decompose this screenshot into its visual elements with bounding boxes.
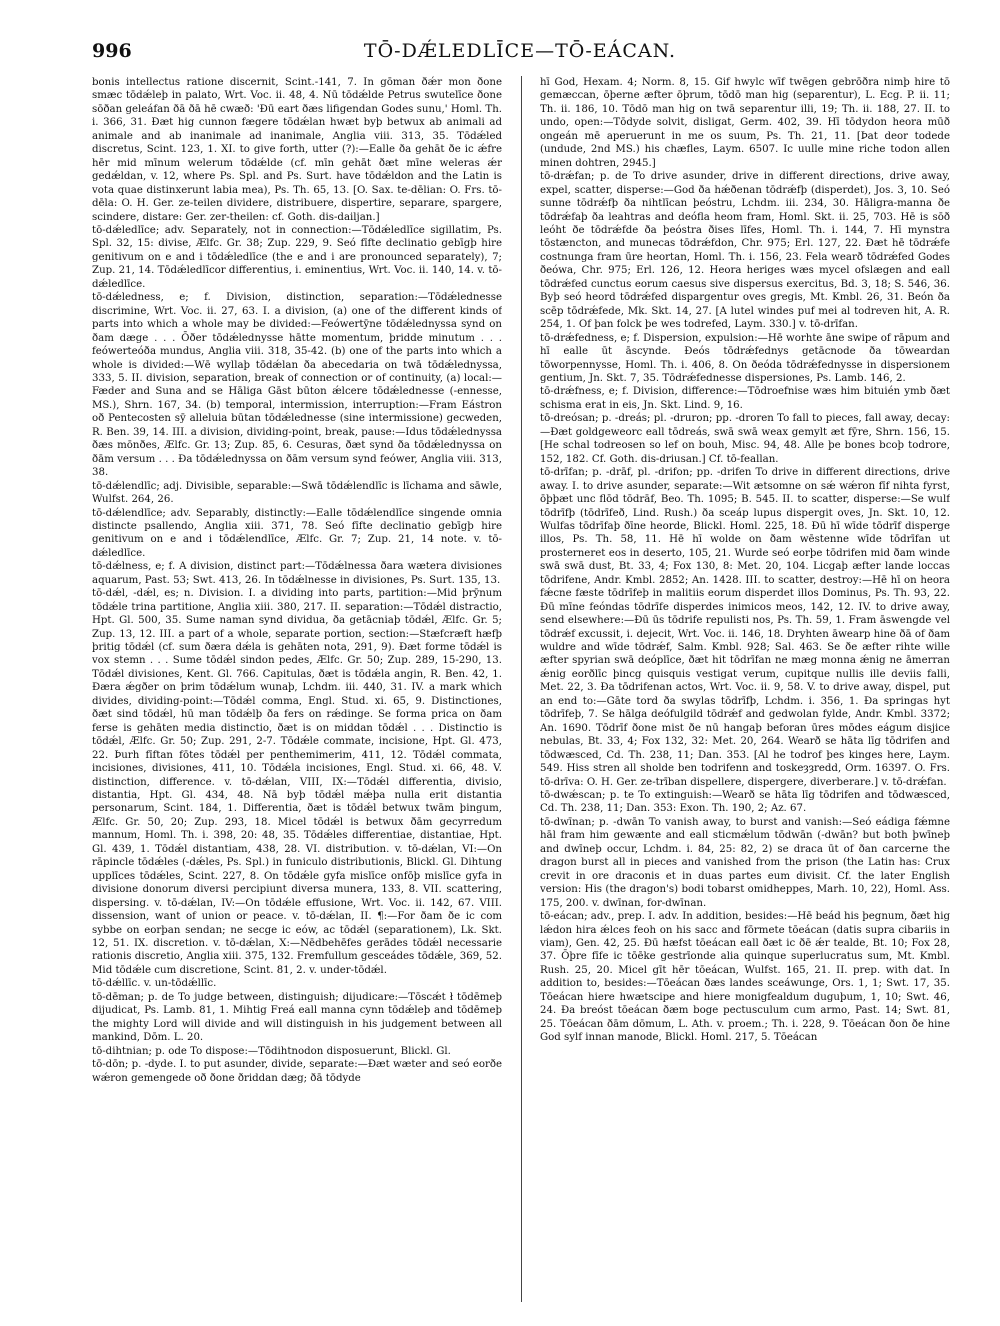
left-entry-4: tō-dǽlendlīc; adj. Divisible, separable:—Swā tōdǽlendlīc is līchama and sāwle, Wulfst. 264, 26. (92, 480, 502, 506)
right-entry-3: tō-drǽfedness, e; f. Dispersion, expulsion:—Hē worhte āne swipe of rāpum and hī ealle ūt āscynde. Ðeós tōdrǽfednys getācnode ða tōweardan tōworpennysse, Homl. Th. i. 406, 8. On ðeóda tōdrǽfednysse in dispersionem gentium, Jn. Skt. 7, 35. Tōdrǽfednesse dispersiones, Ps. Lamb. 146, 2. (540, 332, 950, 384)
right-entry-5: tō-dreósan; p. -dreás; pl. -druron; pp. -droren To fall to pieces, fall away, decay:—Ðæt goldgeweorc eall tōdreás, swā swā weax gemylt æt fȳre, Shrn. 156, 15. [He schal todreosen so lef on bouh, Misc. 94, 48. Alle þe bones bcoþ todrore, 152, 182. Cf. Goth. dis-driusan.] Cf. tō-feallan. (540, 413, 950, 465)
left-entry-6: tō-dǽlness, e; f. A division, distinct part:—Tōdǽlnessa ðara wætera divisiones aquarum, Past. 53; Swt. 413, 26. In tōdǽlnesse in divisiones, Ps. Surt. 135, 13. (92, 561, 502, 586)
right-entry-9: tō-eácan; adv., prep. I. adv. In addition, besides:—Hē beád his þegnum, ðæt hig lǽdon hira ǽlces feoh on his sacc and fōrmete tōeácan (datis supra cibariis in viam), Gen. 42, 25. Ðū hæfst tōeácan eall ðæt ic ðē ǽr tealde, Bt. 10; Fox 28, 37. Ōþre fīfe ic tōēke gestrīonde alia quinque superlucratus sum, Mt. Kmbl. Rush. 25, 20. Micel gīt hēr tōeácan, Wulfst. 165, 21. II. prep. with dat. In addition to, besides:—Tōeácan ðæs landes sceáwunge, Ors. 1, 1; Swt. 17, 35. Tōeácan hiere hwætscipe and hiere monigfealdum duguþum, 1, 10; Swt. 46, 24. Ða breóst tōeácan ðæm boge pectusculum cum armo, Past. 14; Swt. 81, 25. Tōeácan ðām dōmum, L. Ath. v. proem.; Th. i. 228, 9. Tōeácan ðon ðe hine God sylf innan manode, Blickl. Homl. 217, 5. Tōeácan (540, 911, 950, 1044)
left-column (92, 76, 502, 1302)
running-head: TŌ-DǼLEDLĪCE—TŌ-EÁCAN. (363, 40, 677, 62)
left-entry-8: tō-dǽllīc. v. un-tōdǽllīc. (92, 978, 217, 990)
column-divider (521, 76, 522, 1302)
right-entry-1: hī God, Hexam. 4; Norm. 8, 15. Gif hwylc wīf twēgen gebrōðra nimþ hire tō gemæccan, ōþerne æfter ōþrum, tōdō man hig (separentur), L. Ecg. P. ii. 11; Th. ii. 186, 10. Tōdō man hig on twā separentur illi, 19; Th. ii. 188, 27. II. to undo, open:—Tōdyde solvit, disligat, Germ. 402, 39. Hī tōdydon heora mūð ongeán mē aperuerunt in me os suum, Ps. Th. 21, 11. [Þat deor todede (undude, 2nd MS.) his chæfles, Laym. 6507. Ic uulle mine riche todon allen minen dohtren, 2945.] (540, 77, 950, 169)
left-entry-9: tō-dēman; p. de To judge between, distinguish; dijudicare:—Tōscǽt ł tōdēmeþ dijudicat, Ps. Lamb. 81, 1. Mihtig Freá eall manna cynn tōdǽleþ and tōdēmeþ the mighty Lord will divide and will distinguish in his judgement between all mankind, Dōm. L. 20. (92, 991, 502, 1044)
right-column (540, 76, 950, 1302)
left-entry-2: tō-dǽledlīce; adv. Separately, not in connection:—Tōdǽledlīce sigillatim, Ps. Spl. 32, 15: divise, Ælfc. Gr. 38; Zup. 229, 9. Seó fīfte declinatio gebīgþ hire genitivum on e and i tōdǽledlīce (the e and i are pronounced separately), 7; Zup. 21, 14. Tōdǽledlīcor differentius, i. eminentius, Wrt. Voc. ii. 140, 14. v. tō-dǽledlīce. (92, 224, 502, 290)
right-entry-4: tō-drǽfness, e; f. Division, difference:—Tōdroefnise wæs him bituién ymb ðæt schisma erat in eis, Jn. Skt. Lind. 9, 16. (540, 386, 950, 411)
left-entry-11: tō-dōn; p. -dyde. I. to put asunder, divide, separate:—Ðæt wæter and seó eorðe wǽron gemengede oð ðone ðriddan dæg; ðā tōdyde (92, 1059, 502, 1084)
text-columns (92, 76, 950, 1302)
left-entry-7: tō-dǽl, -dǽl, es; n. Division. I. a dividing into parts, partition:—Mid þrȳnum tōdǽle trina partitione, Anglia xiii. 380, 217. II. separation:—Tōdǽl distractio, Hpt. Gl. 500, 35. Sume naman synd dividua, ða getācniaþ tōdǽl, Ælfc. Gr. 5; Zup. 13, 12. III. a part of a whole, separate portion, section:—Stæfcræft hæfþ þritig tōdǽl (cf. sum ðæra dǽla is gehāten nota, 291, 9). Ðæt forme tōdǽl is vox stemn . . . Sume tōdǽl sindon pedes, Ælfc. Gr. 50; Zup. 289, 15-290, 13. Tōdǽl divisiones, Kent. Gl. 766. Capitulas, ðæt is tōdǽla angin, R. Ben. 42, 1. Ðæra ǽgðer on þrim tōdǽlum wunaþ, Lchdm. iii. 440, 31. IV. a mark which divides, dividing-point:—Tōdǽl comma, Engl. Stud. xi. 65, 9. Distinctiones, ðæt sind tōdǽl, hū man tōdǽlþ ða fers on rǽdinge. Se forma prica on ðam ferse is gehāten media distinctio, ðæt is on middan tōdǽl . . . Distinctio is tōdǽl, Ælfc. Gr. 50; Zup. 291, 2-7. Tōdǽle commate, incisione, Hpt. Gl. 473, 22. Þurh fīftan fōtes tōdǽl per penthemimerim, 411, 12. Tōdǽl commata, incisiones, divisiones, 411, 10. Tōdǽla incisiones, Engl. Stud. xi. 66, 48. V. distinction, difference. v. tō-dǽlan, VIII, IX:—Tōdǽl differentia, divisio, distantia, Hpt. Gl. 434, 48. Nā byþ tōdǽl mǽþa nulla erit distantia personarum, Scint. 184, 1. Differentia, ðæt is tōdǽl betwux twām þingum, Ælfc. Gr. 50, 20; Zup. 293, 18. Micel tōdǽl is betwux ðām gecyrredum mannum, Homl. Th. i. 398, 20: 48, 35. Tōdǽles differentiae, distantiae, Hpt. Gl. 439, 1. Tōdǽl distantiam, 438, 28. VI. distribution. v. tō-dǽlan, VI:—On rāpincle tōdǽles (-dǽles, Ps. Spl.) in funiculo distributionis, Blickl. Gl. Dihtung upplīces tōdǽles, Scint. 227, 8. On tōdǽle gyfa mislīce onfōþ mislīce gyfa in divisione donorum diversi percipiunt diversa munera, 133, 8. VII. scattering, dispersing. v. tō-dǽlan, IV:—On tōdǽle effusione, Wrt. Voc. ii. 142, 67. VIII. dissension, want of union or peace. v. tō-dǽlan, II. ¶:—For ðam ðe ic com sybbe on eorþan sendan; ne secge ic eów, ac tōdǽl (separationem), Lk. Skt. 12, 51. IX. discretion. v. tō-dǽlan, X:—Nēdbehēfes gerādes tōdǽl necessarie rationis discretio, Anglia xiii. 375, 132. Fremfullum gesceádes tōdǽle, 369, 52. Mid tōdǽle cum discretione, Scint. 81, 2. v. under-tōdǽl. (92, 588, 502, 976)
left-entry-10: tō-dihtnian; p. ode To dispose:—Tōdihtnodon disposuerunt, Blickl. Gl. (92, 1045, 451, 1057)
right-entry-7: tō-dwǽscan; p. te To extinguish:—Wearð se hāta līg tōdrifen and tōdwæsced, Cd. Th. 238, 11; Dan. 353: Exon. Th. 190, 2; Az. 67. (540, 790, 950, 815)
left-entry-3: tō-dǽledness, e; f. Division, distinction, separation:—Tōdǽlednesse discrimine, Wrt. Voc. ii. 27, 63. I. a division, (a) one of the different kinds of parts into which a whole may be divided:—Feówertȳne tōdǽlednyssa synd on ðam dæge . . . Ōðer tōdǽlednysse hātte momentum, þridde minutum . . . feówerteóða mundus, Anglia viii. 318, 35-42. (b) one of the parts into which a whole is divided:—Wē wyllaþ tōdǽlan ða abecedaria on twā tōdǽlednyssa, 333, 5. II. division, separation, break of connection or of continuity, (a) local:—Fæder and Suna and se Hāliga Gāst būton ǽlcere tōdǽlednesse (-ennesse, MS.), Shrn. 167, 34. (b) temporal, intermission, interruption:—Fram Eástron oð Pentecosten sȳ alleluia būtan tōdǽlednesse (sine intermissione) gecweden, R. Ben. 39, 14. III. a division, dividing-point, break, pause:—Idus tōdǽlednyssa ðæs mōnðes, Ælfc. Gr. 13; Zup. 85, 6. Cesuras, ðæt synd ða tōdǽlednyssa on ðām versum . . . Ða tōdǽlednyssa on ðām versum synd feówer, Anglia viii. 313, 38. (92, 292, 502, 479)
page-header (92, 40, 948, 70)
right-entry-8: tō-dwīnan; p. -dwān To vanish away, to burst and vanish:—Seó eádiga fǽmne hāl fram him gewænte and eall sticmǽlum tōdwān (-dwān? but both þwīneþ and dwīneþ occur, Lchdm. i. 84, 25: 82, 2) se draca ūt of ðan carcerne the dragon burst all in pieces and vanished from the prison (the Latin has: Crux crevit in ore draconis et in duas partes eum divisit. Cf. the later English version: His (the dragon's) bodi tobarst omidheppes, Marh. 10, 22), Homl. Ass. 175, 200. v. dwīnan, for-dwīnan. (540, 816, 950, 909)
left-entry-1: bonis intellectus ratione discernit, Scint.-141, 7. In gōman ðǽr mon ðone smæc tōdǽleþ in palato, Wrt. Voc. ii. 48, 4. Nū tōdǽlde Petrus swutelīce ðone sōðan geleáfan ðā ðā hē cwæð: 'Ðū eart ðæs lifigendan Godes sunu,' Homl. Th. i. 366, 31. Ðæt hig cunnon fægere tōdǽlan hwæt byþ betwux ab animali ad animale and ab inanimale ad inanimale, Anglia viii. 313, 35. Tōdǽled discretus, Scint. 123, 1. XI. to give forth, utter (?):—Ealle ða gehāt ðe ic ǽfre hēr mid mīnum welerum tōdǽlde (cf. mīn gehāt ðæt mīne weleras ǽr gedǽldan, v. 12, where Ps. Spl. and Ps. Surt. have tōdǽldon and the Latin is vota quae distinxerunt labia mea), Ps. Th. 65, 13. [O. Sax. te-dēlian: O. Frs. tō-dēla: O. H. Ger. ze-teilen dividere, distribuere, dispertire, separare, spargere, scindere, distare: Ger. zer-theilen: cf. Goth. dis-dailjan.] (92, 77, 502, 223)
right-entry-2: tō-drǽfan; p. de To drive asunder, drive in different directions, drive away, expel, scatter, disperse:—God ða hǽðenan tōdrǽfþ (disperdet), Jos. 3, 10. Seó sunne tōdrǽfþ ða nihtlīcan þeóstru, Lchdm. iii. 234, 30. Hāligra-manna ðe tōdrǽfaþ ða leahtras and deófla heom fram, Homl. Skt. ii. 25, 703. Hē is sōð leóht ðe tōdrǽfde ða þeóstra ðises līfes, Homl. Th. i. 144, 7. Hī mynstra tōstæncton, and munecas tōdrǽfdon, Chr. 975; Erl. 127, 22. Ðæt hē tōdrǽfe costnunga fram ūre heortan, Homl. Th. i. 156, 23. Fela wearð tōdrǽfed Godes ðeówa, Chr. 975; Erl. 126, 12. Heora heriges wæs mycel ofslægen and eall tōdrǽfed cunctus eorum caesus sive dispersus exercitus, Bd. 3, 18; S. 546, 36. Byþ seó heord tōdrǽfed dispargentur oves gregis, Mt. Kmbl. 26, 31. Beón ða scēp tōdrǽfede, Mk. Skt. 14, 27. [A lutel windes puf mei al todreven hit, A. R. 254, 1. Of þan folck þe wes todrefed, Laym. 330.] v. tō-drīfan. (540, 171, 950, 331)
page-number: 996 (92, 40, 132, 62)
left-entry-5: tō-dǽlendlīce; adv. Separably, distinctly:—Ealle tōdǽlendlīce singende omnia distincte psallendo, Anglia xiii. 371, 78. Seó fīfte declinatio gebīgþ hire genitivum on e and i tōdǽlendlīce, Ælfc. Gr. 7; Zup. 21, 14 note. v. tō-dǽledlīce. (92, 507, 502, 559)
right-entry-6: tō-drīfan; p. -drāf, pl. -drifon; pp. -drifen To drive in different directions, drive away. I. to drive asunder, separate:—Wit ætsomne on sǽ wǽron fīf nihta fyrst, ōþþæt unc flōd tōdrāf, Beo. Th. 1095; B. 545. II. to scatter, disperse:—Se wulf tōdrīfþ (tōdrīfeð, Lind. Rush.) ða sceáp lupus dispergit oves, Jn. Skt. 10, 12. Wulfas tōdrīfaþ ðīne heorde, Blickl. Homl. 225, 18. Ðū hī wīde tōdrīf disperge illos, Ps. Th. 58, 11. Hē hī wolde on ðam wēstenne wīde tōdrīfan ut prosterneret eos in deserto, 105, 21. Wurde seó eorþe tōdrifen mid ðam winde swā swā dust, Bt. 33, 4; Fox 130, 8: Met. 20, 104. Licgaþ æfter lande loccas tōdrifene, Andr. Kmbl. 2852; An. 1428. III. to scatter, destroy:—Hē hī on heora fǽcne fæste tōdrīfeþ in malitiis eorum disperdet illos Dominus, Ps. Th. 93, 22. Ðū mīne feóndas tōdrīfe disperdes inimicos meos, 142, 12. IV. to drive away, send elsewhere:—Ðū ūs tōdrife repulisti nos, Ps. Th. 59, 1. Fram āswengde vel tōdrǽf excussit, i. dejecit, Wrt. Voc. ii. 146, 18. Dryhten āwearp hine ðā of ðam wuldre and wīde tōdrǽf, Salm. Kmbl. 928; Sal. 463. Se ðe æfter rihte wille æfter spyrian swā deóplīce, ðæt hit tōdrīfan ne mæg monna ǽnig ne āmerran ǽnig eorðlīc þincg quisquis vestigat verum, cupitque nullis ille deviis falli, Met. 22, 3. Ða tōdrifenan actos, Wrt. Voc. ii. 9, 58. V. to drive away, dispel, put an end to:—Gāte tord ða swylas tōdrīfþ, Lchdm. i. 356, 1. Ða springas hyt tōdrīfeþ, 7. Se hālga deófulgild tōdrǽf and gedwolan fylde, Andr. Kmbl. 3372; An. 1690. Tōdrīf ðone mist ðe nū hangaþ beforan ūres mōdes eágum disjice nebulas, Bt. 33, 4; Fox 132, 32: Met. 20, 264. Wearð se hāta līg tōdrifen and tōdwæsced, Cd. Th. 238, 11; Dan. 353. [Al he todrof þes kinges here, Laym. 549. Hiss stren all sholde ben todrifenn and toskeȝȝredd, Orm. 16397. O. Frs. tō-drīva: O. H. Ger. ze-trīban dispellere, dispergere, diverberare.] v. tō-drǽfan. (540, 467, 950, 788)
